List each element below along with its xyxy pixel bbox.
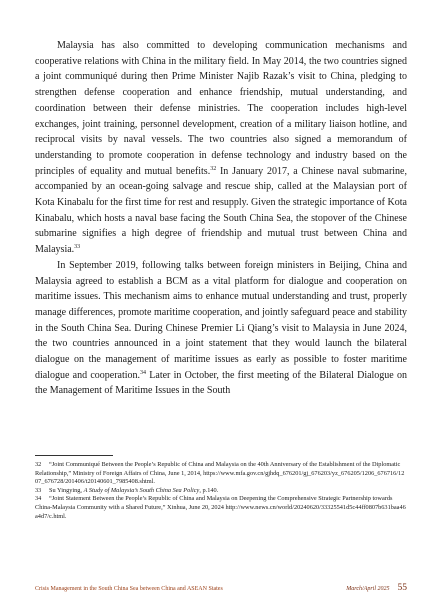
footnote (35, 461, 407, 487)
text-run: . (64, 512, 67, 520)
text-run: Later in October, the first meeting of the Bilateral Dialogue on the Management of Maritime Issues in the South (35, 369, 407, 397)
footnote-url: https://www.mfa.gov.cn/gjhdq_676201/gj_676203/yz_676205/1206_676716/1207_676728/201406/t20140601_7985408.shtml (35, 469, 405, 486)
text-run: In September 2019, following talks between foreign ministers in Beijing, China and Malaysia agreed to establish a BCM as a vital platform for dialogue and cooperation on maritime issues. This mechanism aims to enhance mutual understanding and trust, properly manage differences, promote maritime cooperation, and jointly safeguard peace and stability in the South China Sea. During Chinese Premier Li Qiang’s visit to Malaysia in June 2024, the two countries announced in a joint statement that they would launch the bilateral dialogue on the management of maritime issues as early as possible to foster maritime dialogue and cooperation. (35, 259, 407, 381)
text-run: Malaysia has also committed to developing communication mechanisms and cooperative relations with China in the military field. In May 2014, the two countries signed a joint communiqué during then Prime Minister Najib Razak’s visit to China, pledging to strengthen defense cooperation and enhance friendship, mutual understanding, and coordination between their defense ministries. The cooperation includes high-level exchanges, joint training, personnel development, creation of a military liaison hotline, and reciprocal visits by naval vessels. The two countries also signed a memorandum of understanding to promote cooperation in defense technology and industry based on the principles of equality and mutual benefits. (35, 40, 407, 177)
footer-right (346, 583, 407, 593)
running-title: Crisis Management in the South China Sea between China and ASEAN States (35, 586, 223, 592)
page-number: 55 (397, 583, 407, 593)
footnotes (35, 461, 407, 521)
footnote-ref: 34 (140, 369, 147, 376)
footnote-ref: 33 (74, 244, 81, 251)
text-run: “Joint Communiqué Between the People’s Republic of China and Malaysia on the 40th Anniversary of the Establishment of the Diplomatic Relationship,” Ministry of Foreign Affairs of China, June 1, 2014, (35, 461, 401, 477)
paragraph (35, 258, 407, 399)
text-run: , p.140. (199, 486, 219, 494)
footnote-number: 34 (35, 495, 42, 503)
footnote-divider (35, 455, 113, 456)
footnote-number: 33 (35, 486, 42, 494)
text-run: Su Yingying, (49, 486, 84, 494)
footnote-ref: 32 (210, 165, 217, 172)
paragraph (35, 38, 407, 258)
footnote (35, 495, 407, 521)
text-run: . (153, 478, 155, 486)
footnote-number: 32 (35, 461, 42, 468)
book-title: A Study of Malaysia’s South China Sea Policy (83, 486, 200, 494)
text-run: “Joint Statement Between the People’s Republic of China and Malaysia on Deepening the Comprehensive Strategic Partnership towards China-Malaysia Community with a Shared Future,” Xinhua, June 20, 2024 (35, 495, 393, 511)
body-text (35, 38, 407, 399)
page-footer (35, 583, 407, 593)
issue-date: March/April 2025 (346, 586, 390, 592)
footnote (35, 487, 407, 496)
footnote-url: http://www.news.cn/world/20240620/33325541d5c44ff0807b631baa46a4d7/c.html (35, 503, 406, 520)
text-run: In January 2017, a Chinese naval submarine, accompanied by an ocean-going salvage and rescue ship, called at the Malaysian port of Kota Kinabalu for the first time for rest and resupply. Given the strategic importance of Kota Kinabalu, which hosts a naval base facing the South China Sea, the stopover of the Chinese submarine signifies a high degree of friendship and mutual trust between China and Malaysia. (35, 165, 407, 256)
